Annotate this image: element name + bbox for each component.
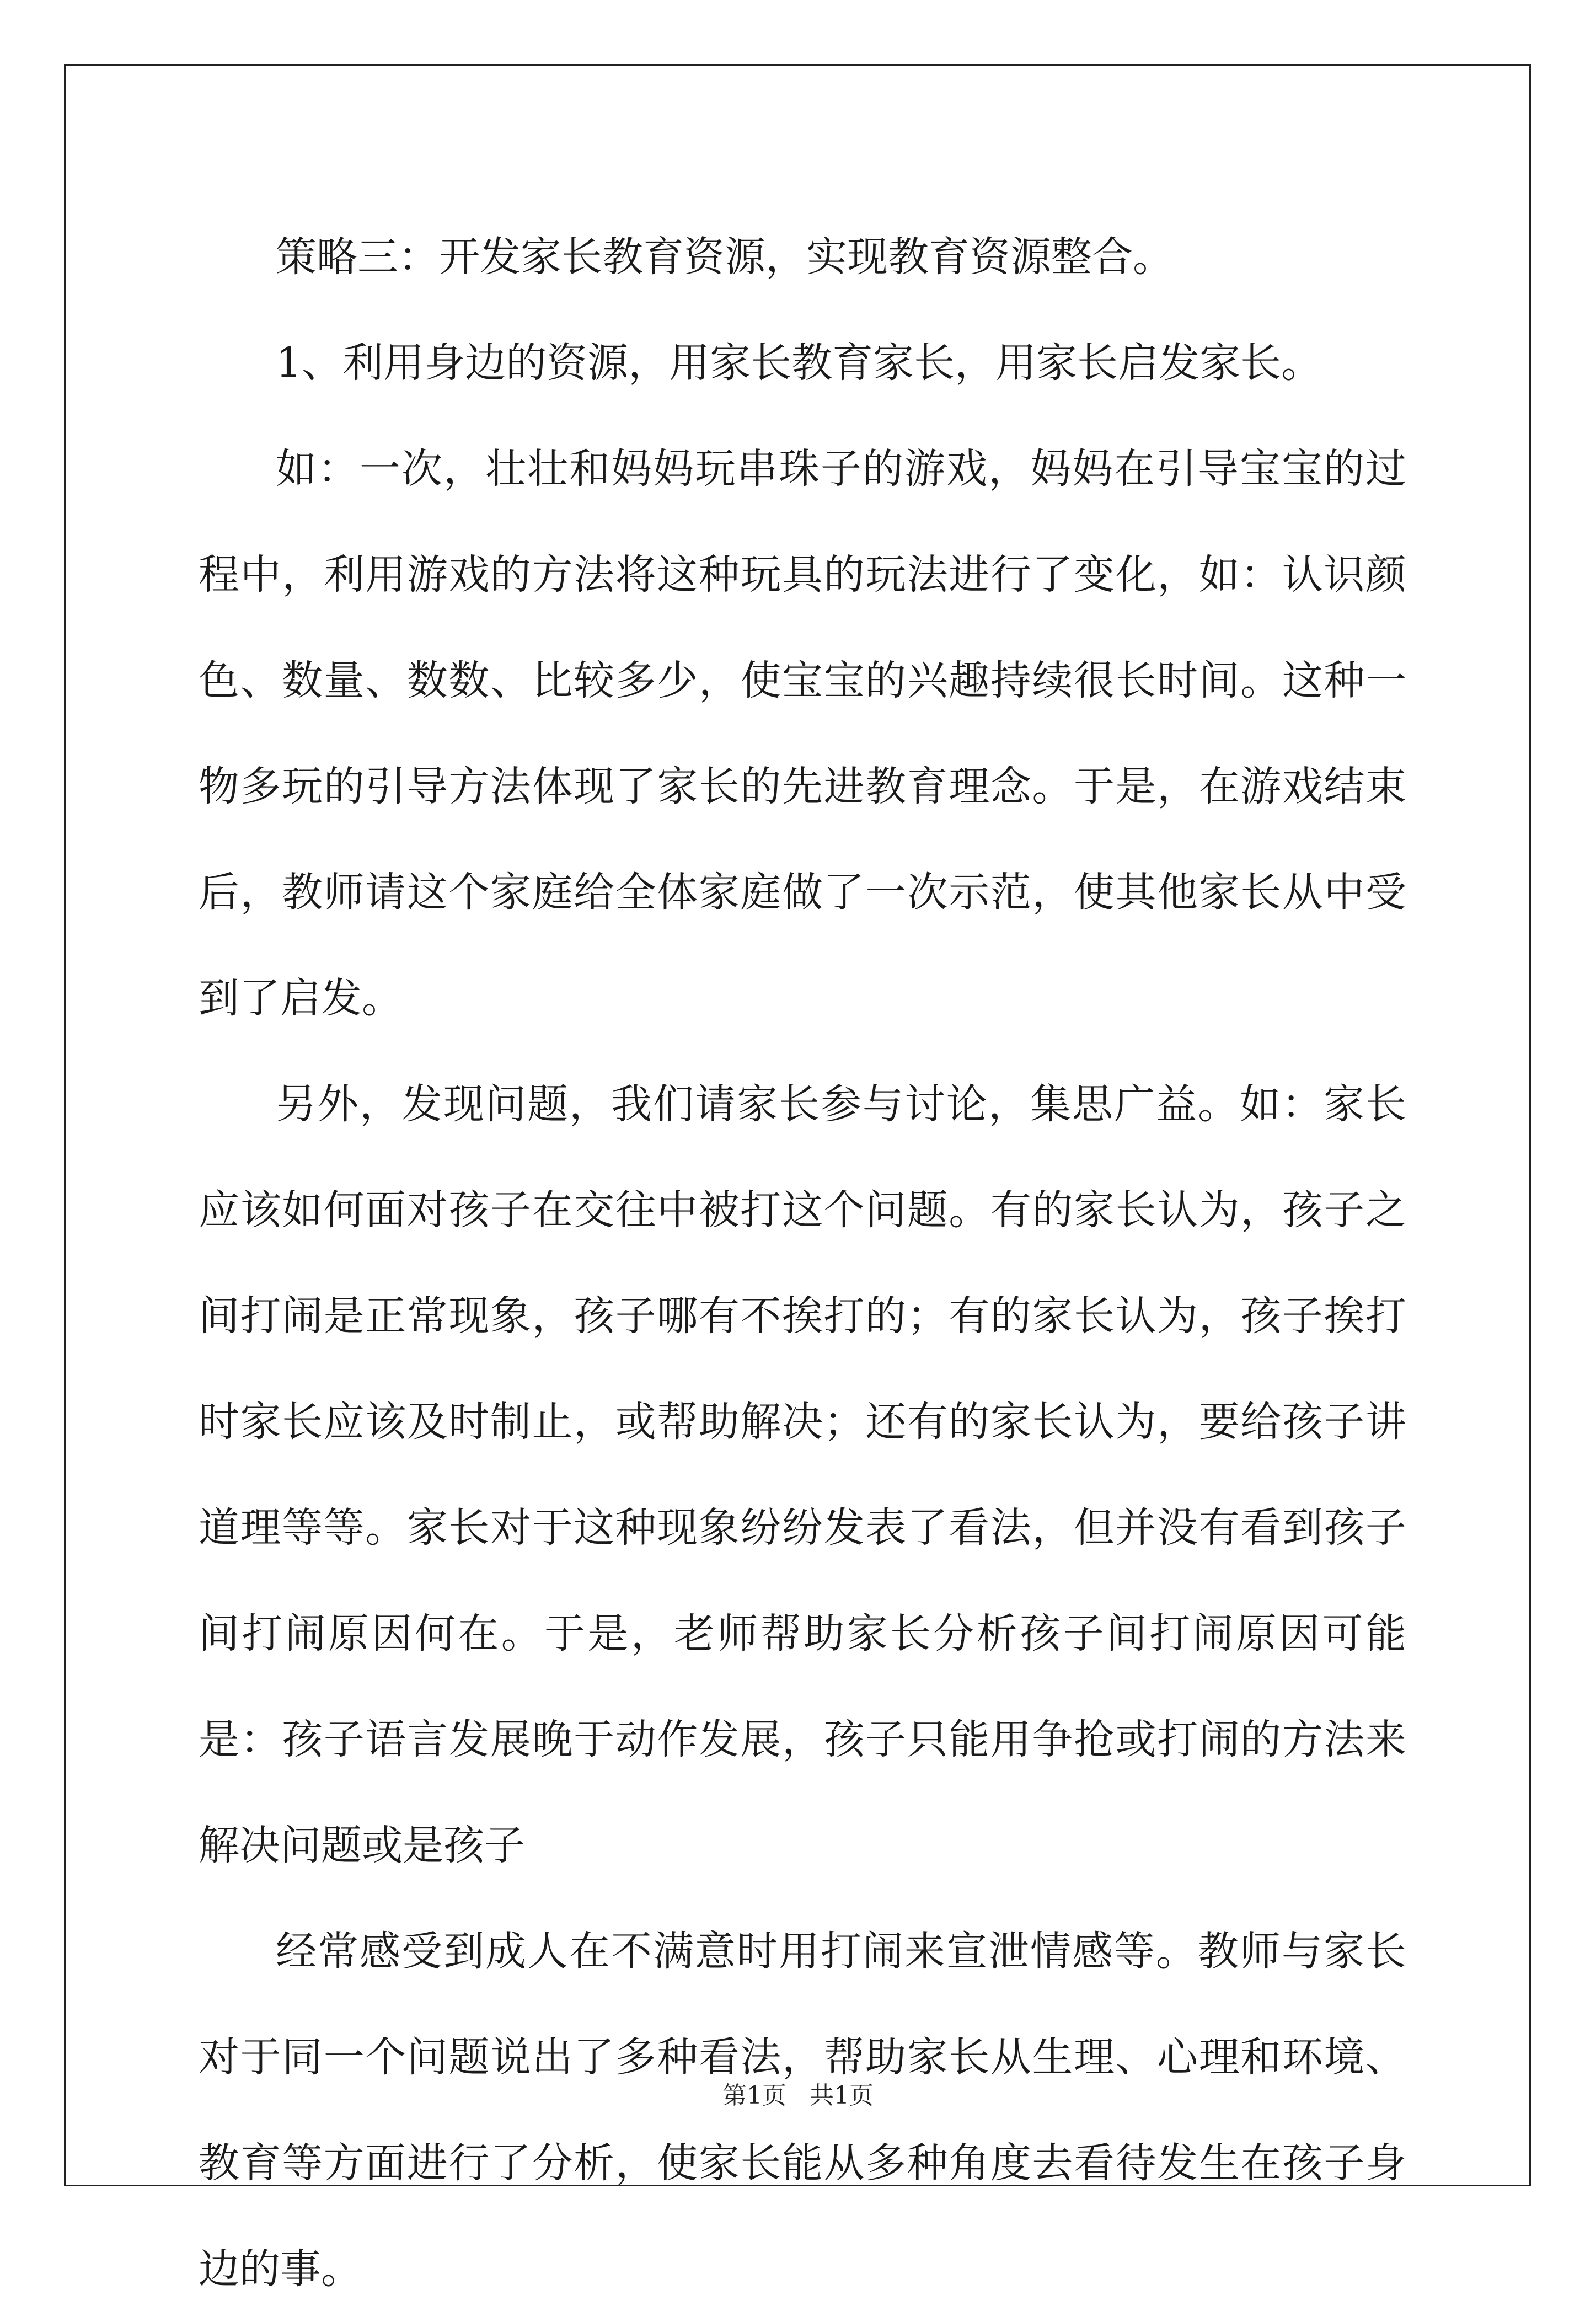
page-footer: 第1页 共1页 xyxy=(722,2082,874,2110)
document-body xyxy=(199,204,1406,2322)
body-paragraph: 如：一次，壮壮和妈妈玩串珠子的游戏，妈妈在引导宝宝的过程中，利用游戏的方法将这种玩具的玩法进行了变化，如：认识颜色、数量、数数、比较多少，使宝宝的兴趣持续很长时间。这种一物多玩的引导方法体现了家长的先进教育理念。于是，在游戏结束后，教师请这个家庭给全体家庭做了一次示范，使其他家长从中受到了启发。 xyxy=(199,445,1406,1022)
body-paragraph: 另外，发现问题，我们请家长参与讨论，集思广益。如：家长应该如何面对孩子在交往中被打这个问题。有的家长认为，孩子之间打闹是正常现象，孩子哪有不挨打的；有的家长认为，孩子挨打时家长应该及时制止，或帮助解决；还有的家长认为，要给孩子讲道理等等。家长对于这种现象纷纷发表了看法，但并没有看到孩子间打闹原因何在。于是，老师帮助家长分析孩子间打闹原因可能是：孩子语言发展晚于动作发展，孩子只能用争抢或打闹的方法来解决问题或是孩子 xyxy=(199,1080,1406,1869)
body-paragraph: 经常感受到成人在不满意时用打闹来宣泄情感等。教师与家长对于同一个问题说出了多种看法，帮助家长从生理、心理和环境、教育等方面进行了分析，使家长能从多种角度去看待发生在孩子身边的事。 xyxy=(199,1928,1406,2293)
list-item-paragraph: 1、利用身边的资源，用家长教育家长，用家长启发家长。 xyxy=(276,339,1322,387)
section-heading: 策略三：开发家长教育资源，实现教育资源整合。 xyxy=(276,233,1174,281)
